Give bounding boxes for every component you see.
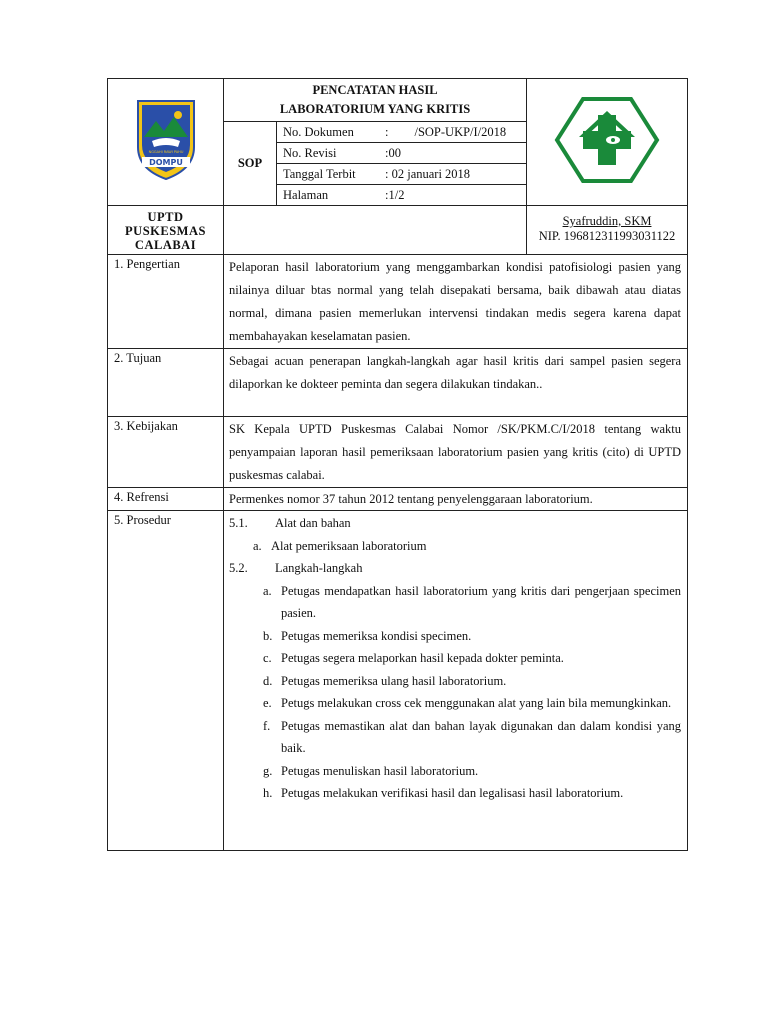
dompu-logo-icon: [134, 97, 198, 183]
section-prosedur: 5. Prosedur 5.1. Alat dan bahan a. Alat pemeriksaan laboratorium 5.2. Langkah-langkah a. Petugas mendapatkan hasil laboratorium yang kritis dari pengerjaan specimen pasien. b. Petugas memeriksa kondisi specimen. c. Petugas segera melaporkan hasil kepada dokter peminta. d. Petugas memeriksa ulang hasil laboratorium. e. Petugs melakukan cross cek menggunakan alat yang lain bila memungkinkan. f. Petugas memastikan alat dan bahan layak digunakan dan dalam kondisi yang baik. g. Petugas menuliskan hasil laboratorium. h. Petugas melakukan verifikasi hasil dan legalisasi hasil laboratorium.: [108, 511, 688, 851]
meta-row: No. Revisi :00: [277, 143, 526, 164]
section-refrensi: 4. Refrensi Permenkes nomor 37 tahun 2012 tentang penyelenggaraan laboratorium.: [108, 488, 688, 511]
blank-cell: [224, 206, 527, 255]
document-title: PENCATATAN HASIL LABORATORIUM YANG KRITIS: [224, 79, 527, 122]
svg-text:NGGAHI RAWI PAHU: NGGAHI RAWI PAHU: [148, 150, 183, 154]
document-meta: [277, 122, 527, 206]
list-item: a. Petugas mendapatkan hasil laboratorium yang kritis dari pengerjaan specimen pasien.: [263, 583, 682, 620]
svg-text:DOMPU: DOMPU: [148, 158, 183, 167]
signer-name: Syafruddin, SKM: [562, 214, 652, 228]
org-name: UPTD PUSKESMAS CALABAI: [108, 206, 224, 255]
meta-row: Halaman :1/2: [283, 187, 405, 202]
puskesmas-logo-cell: [527, 79, 688, 206]
section-tujuan: 2. Tujuan Sebagai acuan penerapan langkah-langkah agar hasil kritis dari sampel pasien segera dilaporkan ke dokteer peminta dan segera dilakukan tindakan..: [108, 349, 688, 417]
meta-row: No. Dokumen : /SOP-UKP/I/2018: [277, 122, 526, 143]
signature-block: [527, 206, 688, 255]
list-item: e. Petugs melakukan cross cek menggunakan alat yang lain bila memungkinkan.: [263, 696, 672, 710]
signer-nip: NIP. 196812311993031122: [538, 229, 676, 243]
list-item: d. Petugas memeriksa ulang hasil laboratorium.: [263, 673, 507, 688]
section-pengertian: 1. Pengertian Pelaporan hasil laboratorium yang menggambarkan kondisi patofisiologi pasien yang nilainya diluar btas normal yang telah disepakati bersama, baik dibawah atau diatas normal, dimana pasien memerlukan intervensi tindakan medis segera karena dapat membahayakan keselamatan pasien.: [108, 255, 688, 349]
sop-document: [107, 78, 687, 851]
sop-table: [107, 78, 688, 851]
list-item: f. Petugas memastikan alat dan bahan layak digunakan dan dalam kondisi yang baik.: [263, 718, 682, 755]
list-item: c. Petugas segera melaporkan hasil kepada dokter peminta.: [263, 651, 564, 665]
puskesmas-logo-icon: [553, 97, 661, 183]
dompu-logo-cell: [108, 79, 224, 206]
list-item: g. Petugas menuliskan hasil laboratorium.: [263, 763, 479, 778]
list-item: b. Petugas memeriksa kondisi specimen.: [263, 628, 472, 643]
list-item: h. Petugas melakukan verifikasi hasil dan legalisasi hasil laboratorium.: [263, 786, 624, 800]
subsection-alat: 5.1. Alat dan bahan: [229, 516, 351, 530]
section-kebijakan: 3. Kebijakan SK Kepala UPTD Puskesmas Calabai Nomor /SK/PKM.C/I/2018 tentang waktu penyampaian laporan hasil pemeriksaan laboratorium pasien yang kritis (cito) di UPTD puskesmas calabai.: [108, 417, 688, 488]
meta-row: Tanggal Terbit : 02 januari 2018: [277, 164, 526, 185]
subsection-langkah: 5.2. Langkah-langkah: [229, 561, 363, 575]
steps-list: [229, 580, 681, 805]
sop-label: SOP: [224, 122, 277, 206]
list-item: a. Alat pemeriksaan laboratorium: [253, 538, 427, 553]
